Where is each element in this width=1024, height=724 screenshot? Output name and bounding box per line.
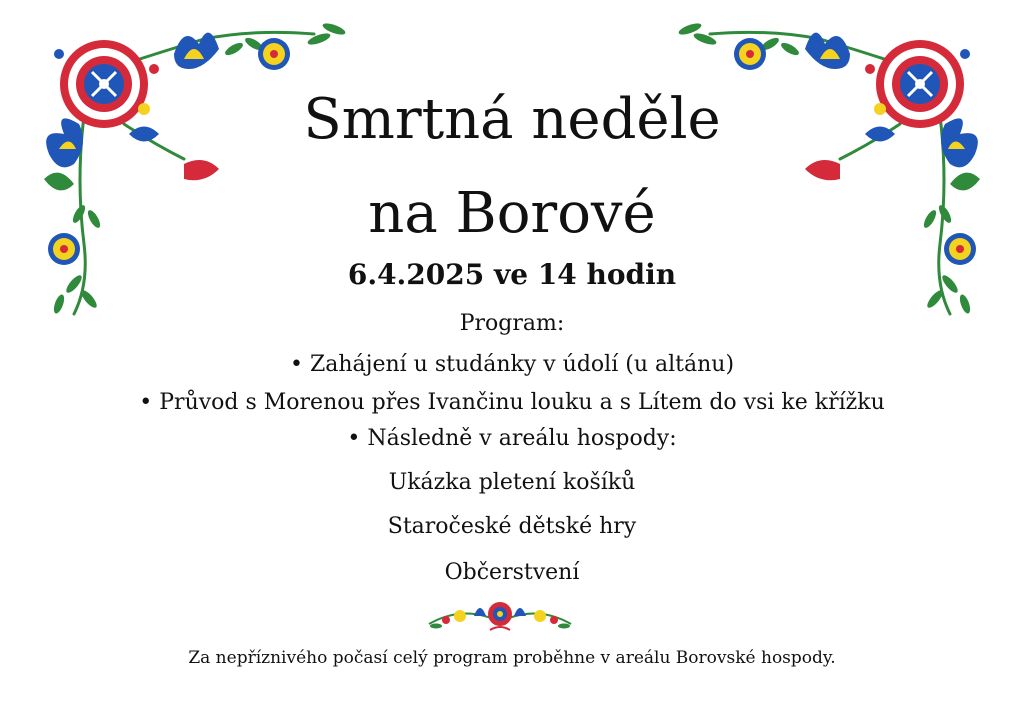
program-item xyxy=(0,390,1024,415)
program-item xyxy=(0,426,1024,451)
program-item-text: Následně v areálu hospody: xyxy=(367,426,677,451)
activity-item: Staročeské dětské hry xyxy=(387,514,637,539)
bullet: • xyxy=(139,390,153,415)
bullet: • xyxy=(347,426,361,451)
title-line-1: Smrtná neděle xyxy=(303,87,721,152)
title-line-2: na Borové xyxy=(368,181,656,246)
folk-divider-ornament-icon xyxy=(424,594,576,636)
activity-item: Ukázka pletení košíků xyxy=(388,470,636,495)
program-item-text: Zahájení u studánky v údolí (u altánu) xyxy=(309,352,735,377)
footer-weather-note: Za nepříznivého počasí celý program proběhne v areálu Borovské hospody. xyxy=(188,648,836,668)
event-date-time: 6.4.2025 ve 14 hodin xyxy=(347,258,677,291)
bullet: • xyxy=(289,352,303,377)
program-label: Program: xyxy=(459,311,565,336)
activity-item: Občerstvení xyxy=(444,560,580,585)
program-item xyxy=(0,352,1024,377)
program-item-text: Průvod s Morenou přes Ivančinu louku a s Lítem do vsi ke křížku xyxy=(159,390,885,415)
